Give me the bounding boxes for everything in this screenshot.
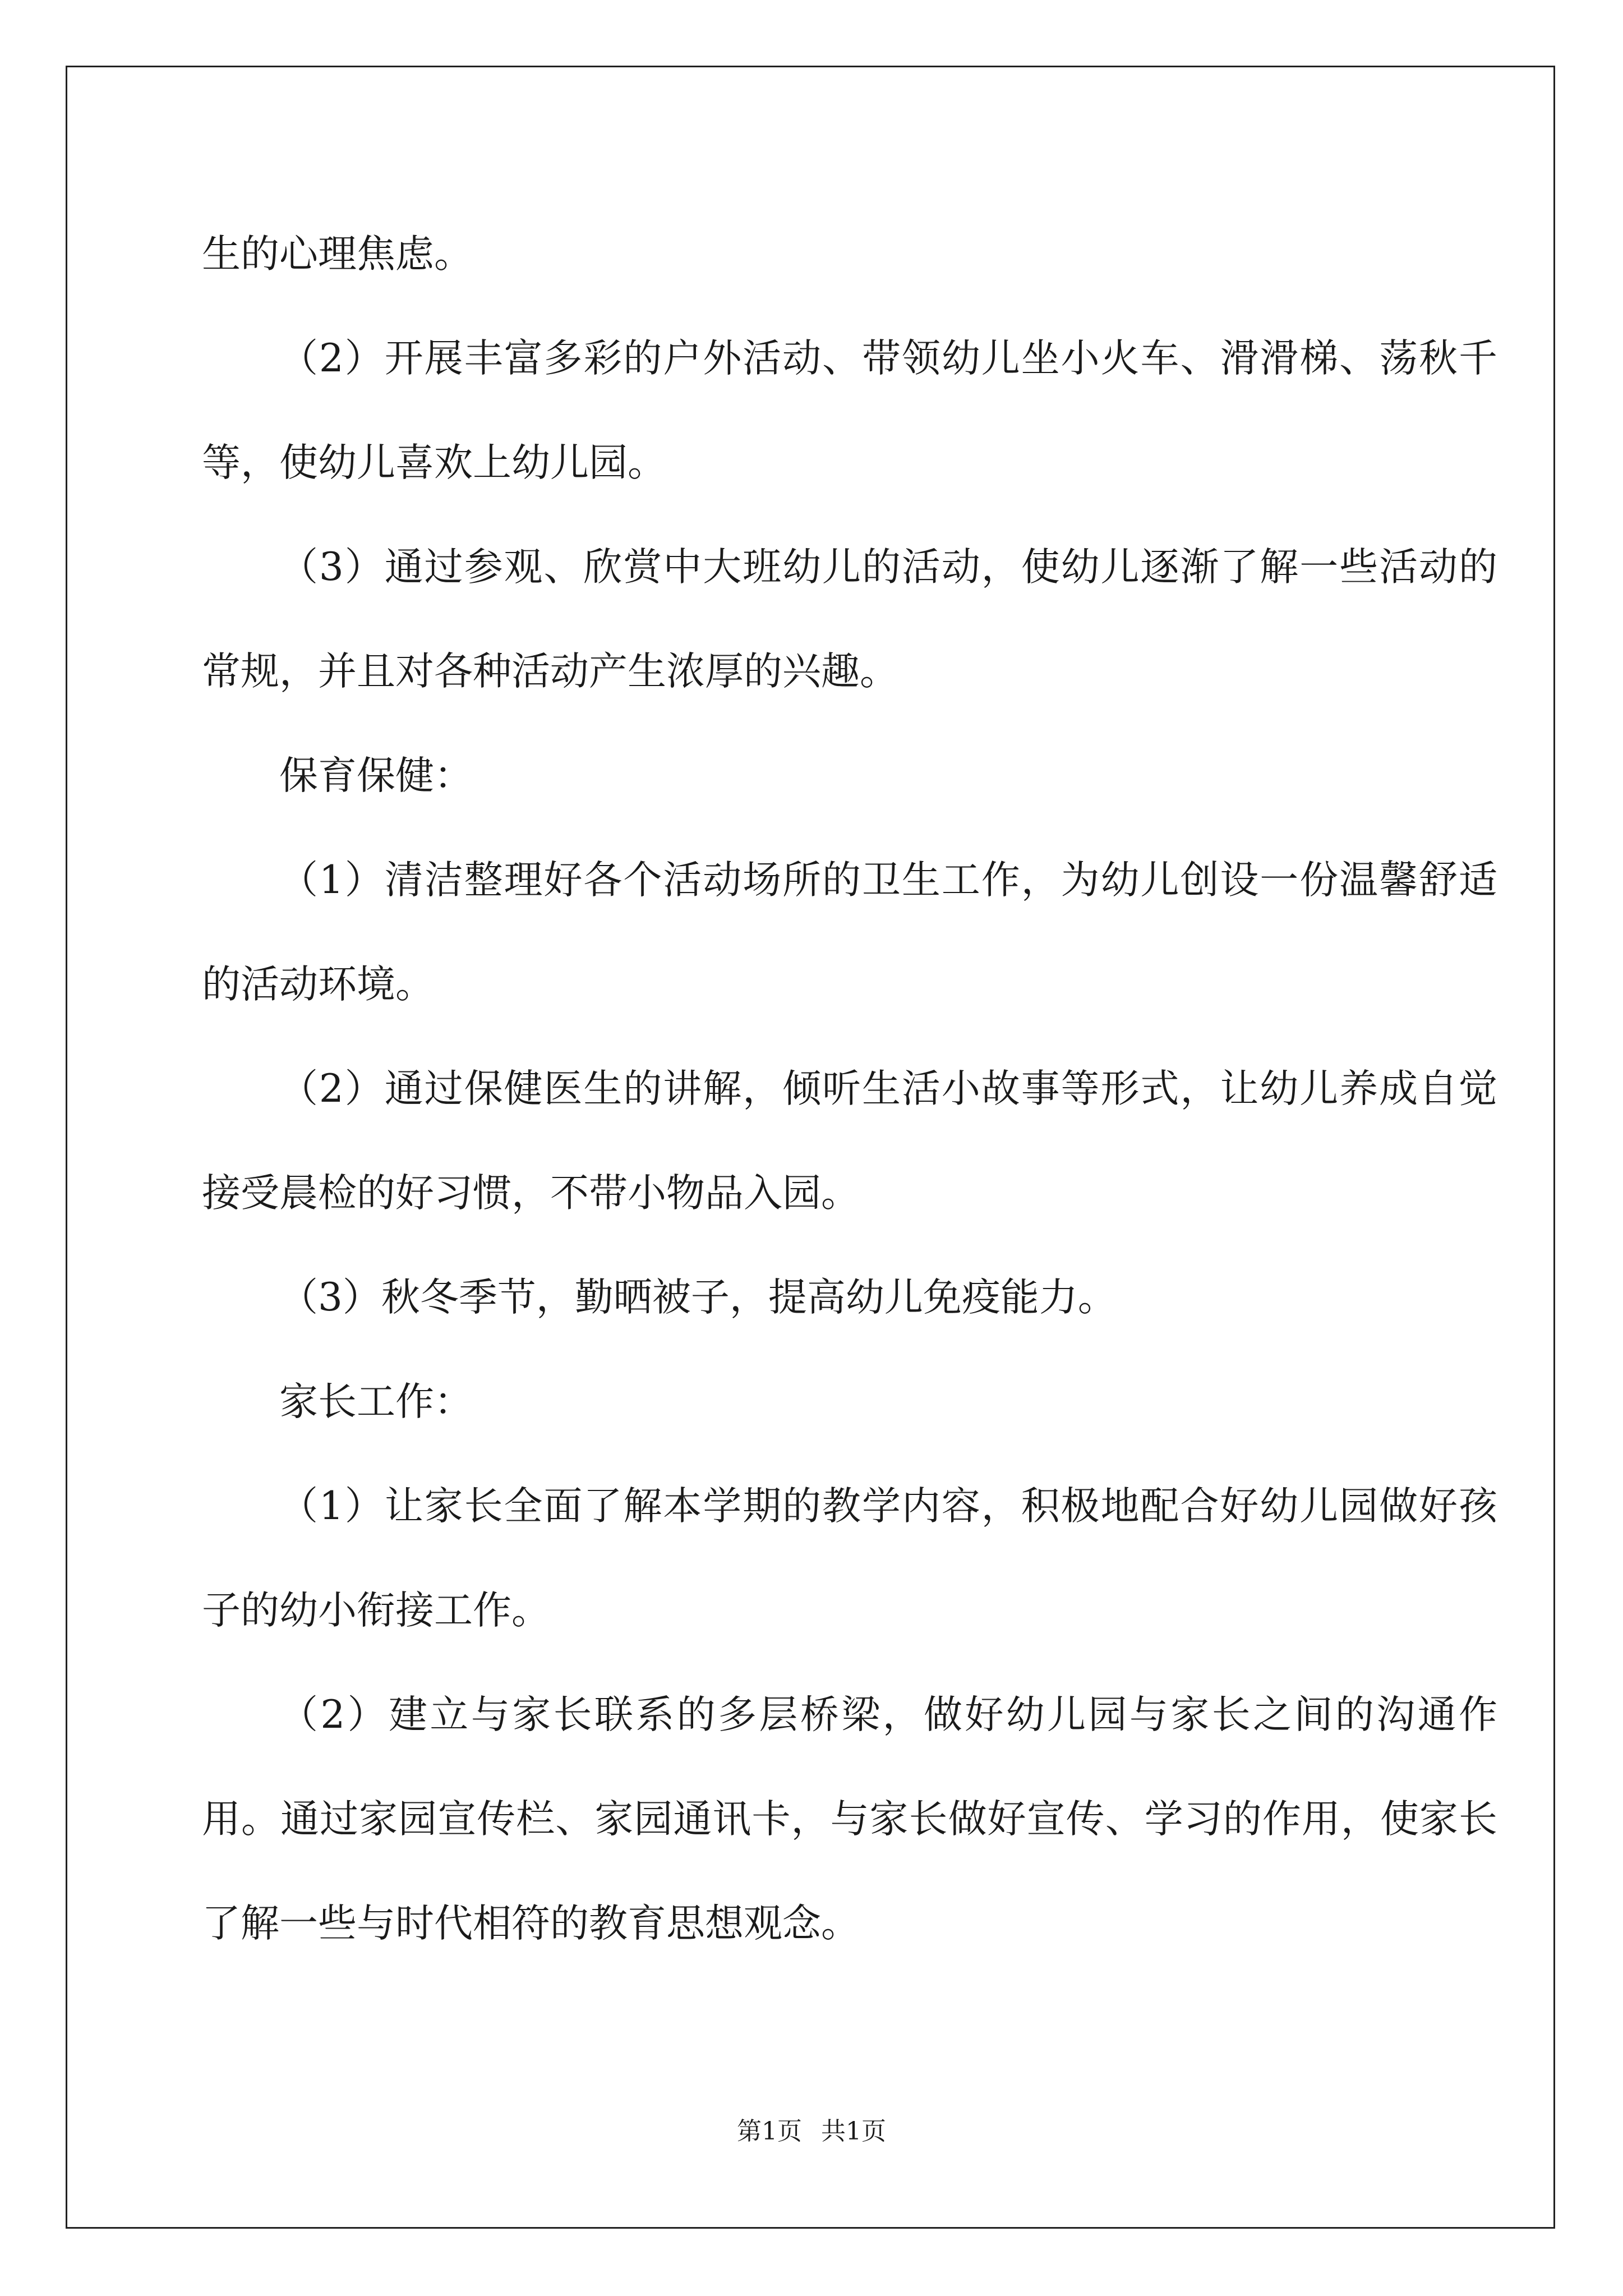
paragraph-10: （2）建立与家长联系的多层桥梁，做好幼儿园与家长之间的沟通作用。通过家园宣传栏、家园通讯卡，与家长做好宣传、学习的作用，使家长了解一些与时代相符的教育思想观念。 <box>202 1692 1497 1946</box>
document-body <box>202 202 1497 1976</box>
paragraph-3: （3）通过参观、欣赏中大班幼儿的活动，使幼儿逐渐了解一些活动的常规，并且对各种活动产生浓厚的兴趣。 <box>202 545 1497 694</box>
paragraph-6: （2）通过保健医生的讲解，倾听生活小故事等形式，让幼儿养成自觉接受晨检的好习惯，不带小物品入园。 <box>202 1066 1497 1216</box>
paragraph-1: 生的心理焦虑。 <box>202 232 473 277</box>
page-number-current: 第1页 <box>737 2117 802 2146</box>
section-heading-parents: 家长工作： <box>279 1379 473 1424</box>
paragraph-7: （3）秋冬季节，勤晒被子，提高幼儿免疫能力。 <box>279 1275 1117 1320</box>
section-heading-care: 保育保健： <box>279 753 473 798</box>
page-number-total: 共1页 <box>821 2117 886 2146</box>
page-footer <box>0 2115 1623 2148</box>
paragraph-5: （1）清洁整理好各个活动场所的卫生工作，为幼儿创设一份温馨舒适的活动环境。 <box>202 858 1497 1007</box>
paragraph-9: （1）让家长全面了解本学期的教学内容，积极地配合好幼儿园做好孩子的幼小衔接工作。 <box>202 1484 1497 1633</box>
paragraph-2: （2）开展丰富多彩的户外活动、带领幼儿坐小火车、滑滑梯、荡秋千等，使幼儿喜欢上幼儿园。 <box>202 336 1497 485</box>
